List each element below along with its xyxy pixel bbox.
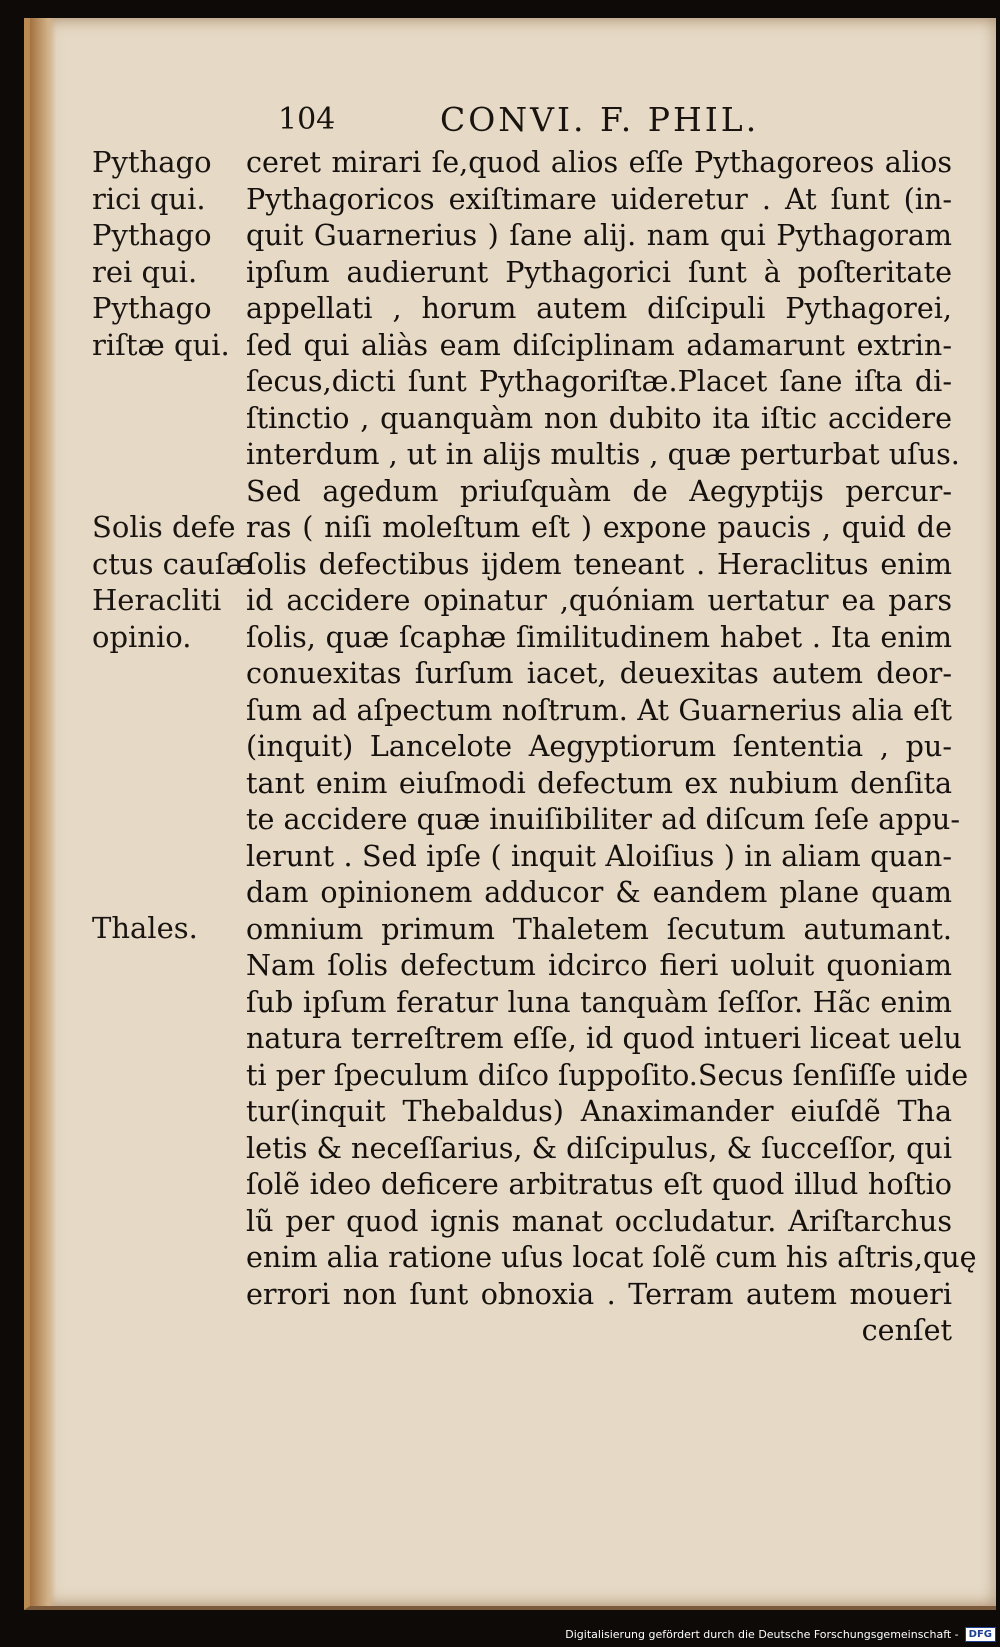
body-line: id accidere opinatur ,quóniam uertatur ea pars	[246, 583, 952, 617]
body-line: tant enim eiuſmodi defectum ex nubium denſita	[246, 765, 952, 800]
digitization-credit	[565, 1625, 996, 1643]
marginal-note-line: rei qui.	[92, 254, 198, 289]
marginal-note-line: rici qui.	[92, 181, 206, 216]
body-line: Pythagoricos exiſtimare uideretur . At ſunt (in-	[246, 181, 952, 216]
body-line: ceret mirari ſe,quod alios eſſe Pythagoreos alios	[246, 145, 952, 179]
marginal-note-line: Pythago	[92, 291, 212, 325]
marginal-note-line: Solis defe	[92, 510, 236, 544]
marginal-note-line: ctus cauſæ	[92, 546, 253, 581]
body-line: (inquit) Lancelote Aegyptiorum ſententia , pu-	[246, 729, 952, 763]
body-line: ſolis, quæ ſcaphæ ſimilitudinem habet . Ita enim	[246, 619, 952, 654]
book-page	[24, 18, 996, 1610]
body-line: ipſum audierunt Pythagorici ſunt à poſteritate	[246, 254, 952, 289]
body-line: interdum , ut in alijs multis , quæ perturbat uſus.	[246, 437, 960, 471]
body-line: ſum ad aſpectum noſtrum. At Guarnerius alia eſt	[246, 692, 952, 727]
body-line: Nam ſolis defectum idcirco fieri uoluit quoniam	[246, 948, 952, 982]
body-line: ſub ipſum feratur luna tanquàm ſeſſor. Hãc enim	[246, 984, 952, 1019]
page-number: 104	[278, 102, 336, 137]
body-line: ſed qui aliàs eam diſciplinam adamarunt extrin-	[246, 327, 952, 362]
body-line: te accidere quæ inuiſibiliter ad diſcum ſeſe appu-	[246, 802, 961, 836]
body-line: lũ per quod ignis manat occludatur. Ariſtarchus	[246, 1203, 952, 1238]
body-text	[246, 144, 977, 1349]
marginal-note-line: Pythago	[92, 145, 212, 179]
marginal-note-line: riſtæ qui.	[92, 327, 230, 362]
marginal-note-line: opinio.	[92, 619, 192, 654]
body-line: enim alia ratione uſus locat ſolẽ cum his aſtris,quę	[246, 1240, 977, 1274]
body-line: cenſet	[861, 1313, 952, 1347]
body-line: conuexitas ſurſum iacet, deuexitas autem deor-	[246, 656, 952, 690]
body-line: ti per ſpeculum diſco ſuppoſito.Secus ſenſiſſe uide	[246, 1057, 969, 1092]
body-line: ras ( niſi moleſtum eſt ) expone paucis , quid de	[246, 510, 952, 544]
body-line: Sed agedum priuſquàm de Aegyptijs percur-	[246, 473, 952, 508]
marginal-note-line: Pythago	[92, 218, 212, 252]
body-line: ſolẽ ideo deficere arbitratus eſt quod illud hoſtio	[246, 1167, 952, 1201]
marginal-note-line: Heracliti	[92, 583, 222, 617]
body-line: ſolis defectibus ijdem teneant . Heraclitus enim	[246, 546, 952, 581]
body-line: natura terreſtrem eſſe, id quod intueri liceat uelu	[246, 1021, 962, 1055]
body-line: ſecus,dicti ſunt Pythagoriſtæ.Placet ſane iſta di-	[246, 364, 952, 398]
body-line: quit Guarnerius ) ſane alij. nam qui Pythagoram	[246, 218, 952, 252]
running-title: CONVI. F. PHIL.	[440, 100, 760, 139]
body-line: ſtinctio , quanquàm non dubito ita iſtic accidere	[246, 400, 952, 435]
body-line: dam opinionem adducor & eandem plane quam	[246, 875, 952, 909]
credit-text: Digitalisierung gefördert durch die Deutsche Forschungsgemeinschaft -	[565, 1627, 959, 1641]
marginal-note-line: Thales.	[92, 911, 198, 945]
marginal-note-thales	[92, 910, 272, 947]
body-line: omnium primum Thaletem ſecutum autumant.	[246, 911, 952, 946]
body-line: lerunt . Sed ipſe ( inquit Aloiſius ) in aliam quan-	[246, 838, 952, 873]
dfg-logo: DFG	[965, 1627, 996, 1642]
page-header	[30, 96, 996, 146]
body-line: letis & neceſſarius, & diſcipulus, & ſucceſſor, qui	[246, 1130, 952, 1165]
marginal-note-pythagoreans	[92, 144, 272, 363]
body-line: tur(inquit Thebaldus) Anaximander eiuſdẽ Tha	[246, 1094, 952, 1128]
body-line: appellati , horum autem diſcipuli Pythagorei,	[246, 291, 952, 325]
marginal-note-eclipse	[92, 509, 272, 655]
body-line: errori non ſunt obnoxia . Terram autem moueri	[246, 1276, 952, 1311]
page-spine-shadow	[30, 18, 56, 1606]
